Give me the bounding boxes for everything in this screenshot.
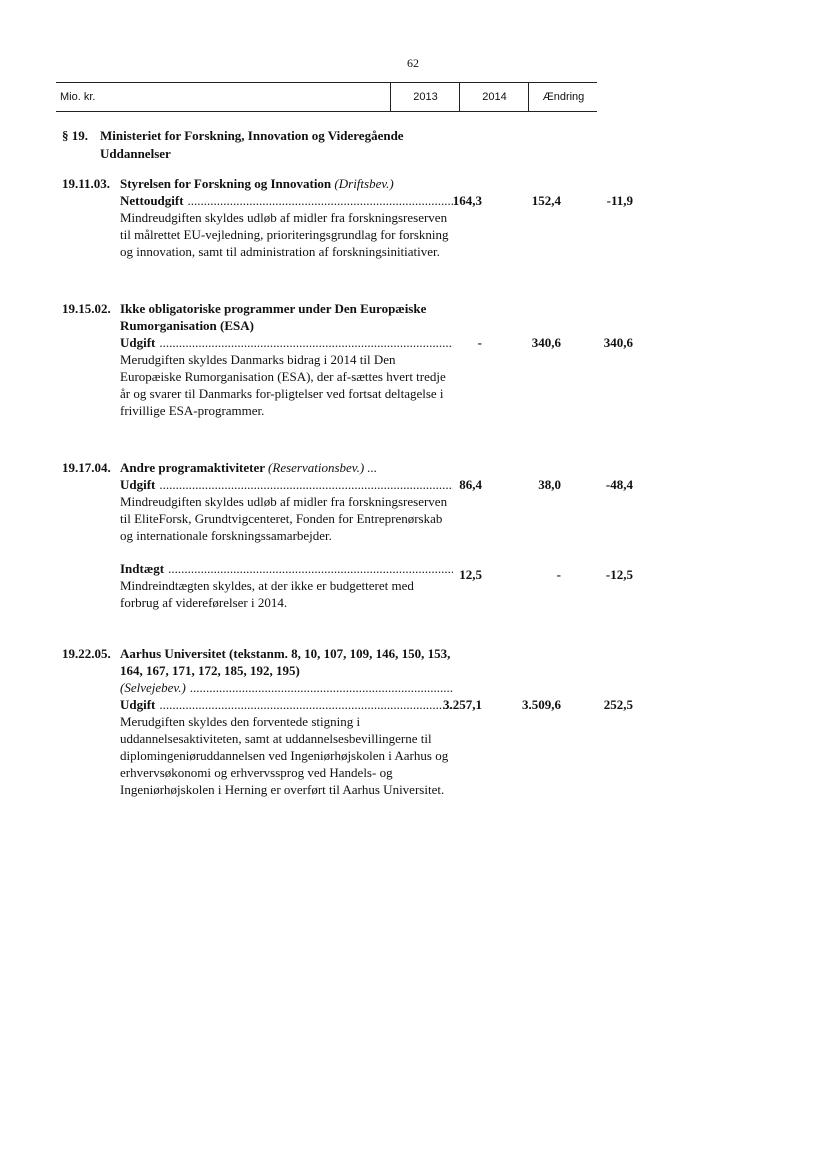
entry-19-22-05 <box>62 645 633 798</box>
entry-description: Mindreudgiften skyldes udløb af midler fra forskningsreserven til EliteForsk, Grundtvigcenteret, Fonden for Entreprenørskab og internationale forskningssamarbejder. <box>120 494 448 543</box>
value-2014: - <box>556 567 561 582</box>
value-change: 340,6 <box>603 335 633 350</box>
entry-title: Styrelsen for Forskning og Innovation (Driftsbev.) <box>120 176 394 191</box>
value-change: -12,5 <box>605 567 633 582</box>
column-header <box>56 82 597 112</box>
column-2014: 2014 <box>459 83 529 111</box>
value-change: -11,9 <box>606 193 633 208</box>
section-title: Ministeriet for Forskning, Innovation og Videregående Uddannelser <box>100 128 404 161</box>
entry-description: Merudgiften skyldes Danmarks bidrag i 2014 til Den Europæiske Rumorganisation (ESA), der af-sættes hvert tredje år og svarer til Danmarks for-pligtelser ved fortsat deltagelse i frivillige ESA-programmer. <box>120 352 446 418</box>
value-change: 252,5 <box>603 697 633 712</box>
entry-code: 19.22.05. <box>62 646 111 661</box>
value-2014: 38,0 <box>538 477 561 492</box>
amount-line: Udgift ..... <box>120 696 453 713</box>
section-number: § 19. <box>62 128 88 143</box>
value-2014: 152,4 <box>531 193 561 208</box>
entry-description: Mindreudgiften skyldes udløb af midler fra forskningsreserven til målrettet EU-vejledning, prioriteringsgrundlag for forskning og innovation, samt til administration af forskningsinitiativer. <box>120 210 449 259</box>
entry-description: Merudgiften skyldes den forventede stigning i uddannelsesaktiviteten, samt at uddannelsesbevillingerne til diplomingeniøruddannelsen ved Ingeniørhøjskolen i Aarhus og erhvervsøkonomi og erhvervssprog ved Handels- og Ingeniørhøjskolen i Herning er overført til Aarhus Universitet. <box>120 714 449 797</box>
entry-code: 19.11.03. <box>62 176 111 191</box>
entry-description-2: Mindreindtægten skyldes, at der ikke er budgetteret med forbrug af videreførelser i 2014. <box>120 578 414 610</box>
page-number: 62 <box>407 56 419 70</box>
amount-line: Udgift ..... <box>120 476 453 493</box>
entry-19-15-02 <box>62 300 633 419</box>
income-line: Indtægt ..... <box>120 560 453 577</box>
italic-line: (Selvejebev.) ..... <box>120 679 453 696</box>
value-2013: 164,3 <box>452 193 482 208</box>
column-change: Ændring <box>528 83 598 111</box>
column-2013: 2013 <box>390 83 460 111</box>
value-2013: - <box>477 335 482 350</box>
entry-19-11-03 <box>62 175 633 260</box>
entry-title: Andre programaktiviteter (Reservationsbev.) ... <box>120 460 378 475</box>
value-change: -48,4 <box>605 477 633 492</box>
value-2013: 12,5 <box>459 567 482 582</box>
unit-label: Mio. kr. <box>60 91 96 103</box>
entry-title: Aarhus Universitet (tekstanm. 8, 10, 107, 109, 146, 150, 153, 164, 167, 171, 172, 185, 192, 195) <box>120 646 451 678</box>
value-2013: 86,4 <box>459 477 482 492</box>
value-2014: 340,6 <box>531 335 561 350</box>
amount-line: Nettoudgift ..... <box>120 192 453 209</box>
section-heading <box>62 127 442 163</box>
entry-title: Ikke obligatoriske programmer under Den Europæiske Rumorganisation (ESA) <box>120 301 427 333</box>
entry-19-17-04 <box>62 459 633 611</box>
value-2013: 3.257,1 <box>443 697 482 712</box>
amount-line: Udgift ..... <box>120 334 453 351</box>
entry-code: 19.17.04. <box>62 460 111 475</box>
value-2014: 3.509,6 <box>522 697 561 712</box>
entry-code: 19.15.02. <box>62 301 111 316</box>
